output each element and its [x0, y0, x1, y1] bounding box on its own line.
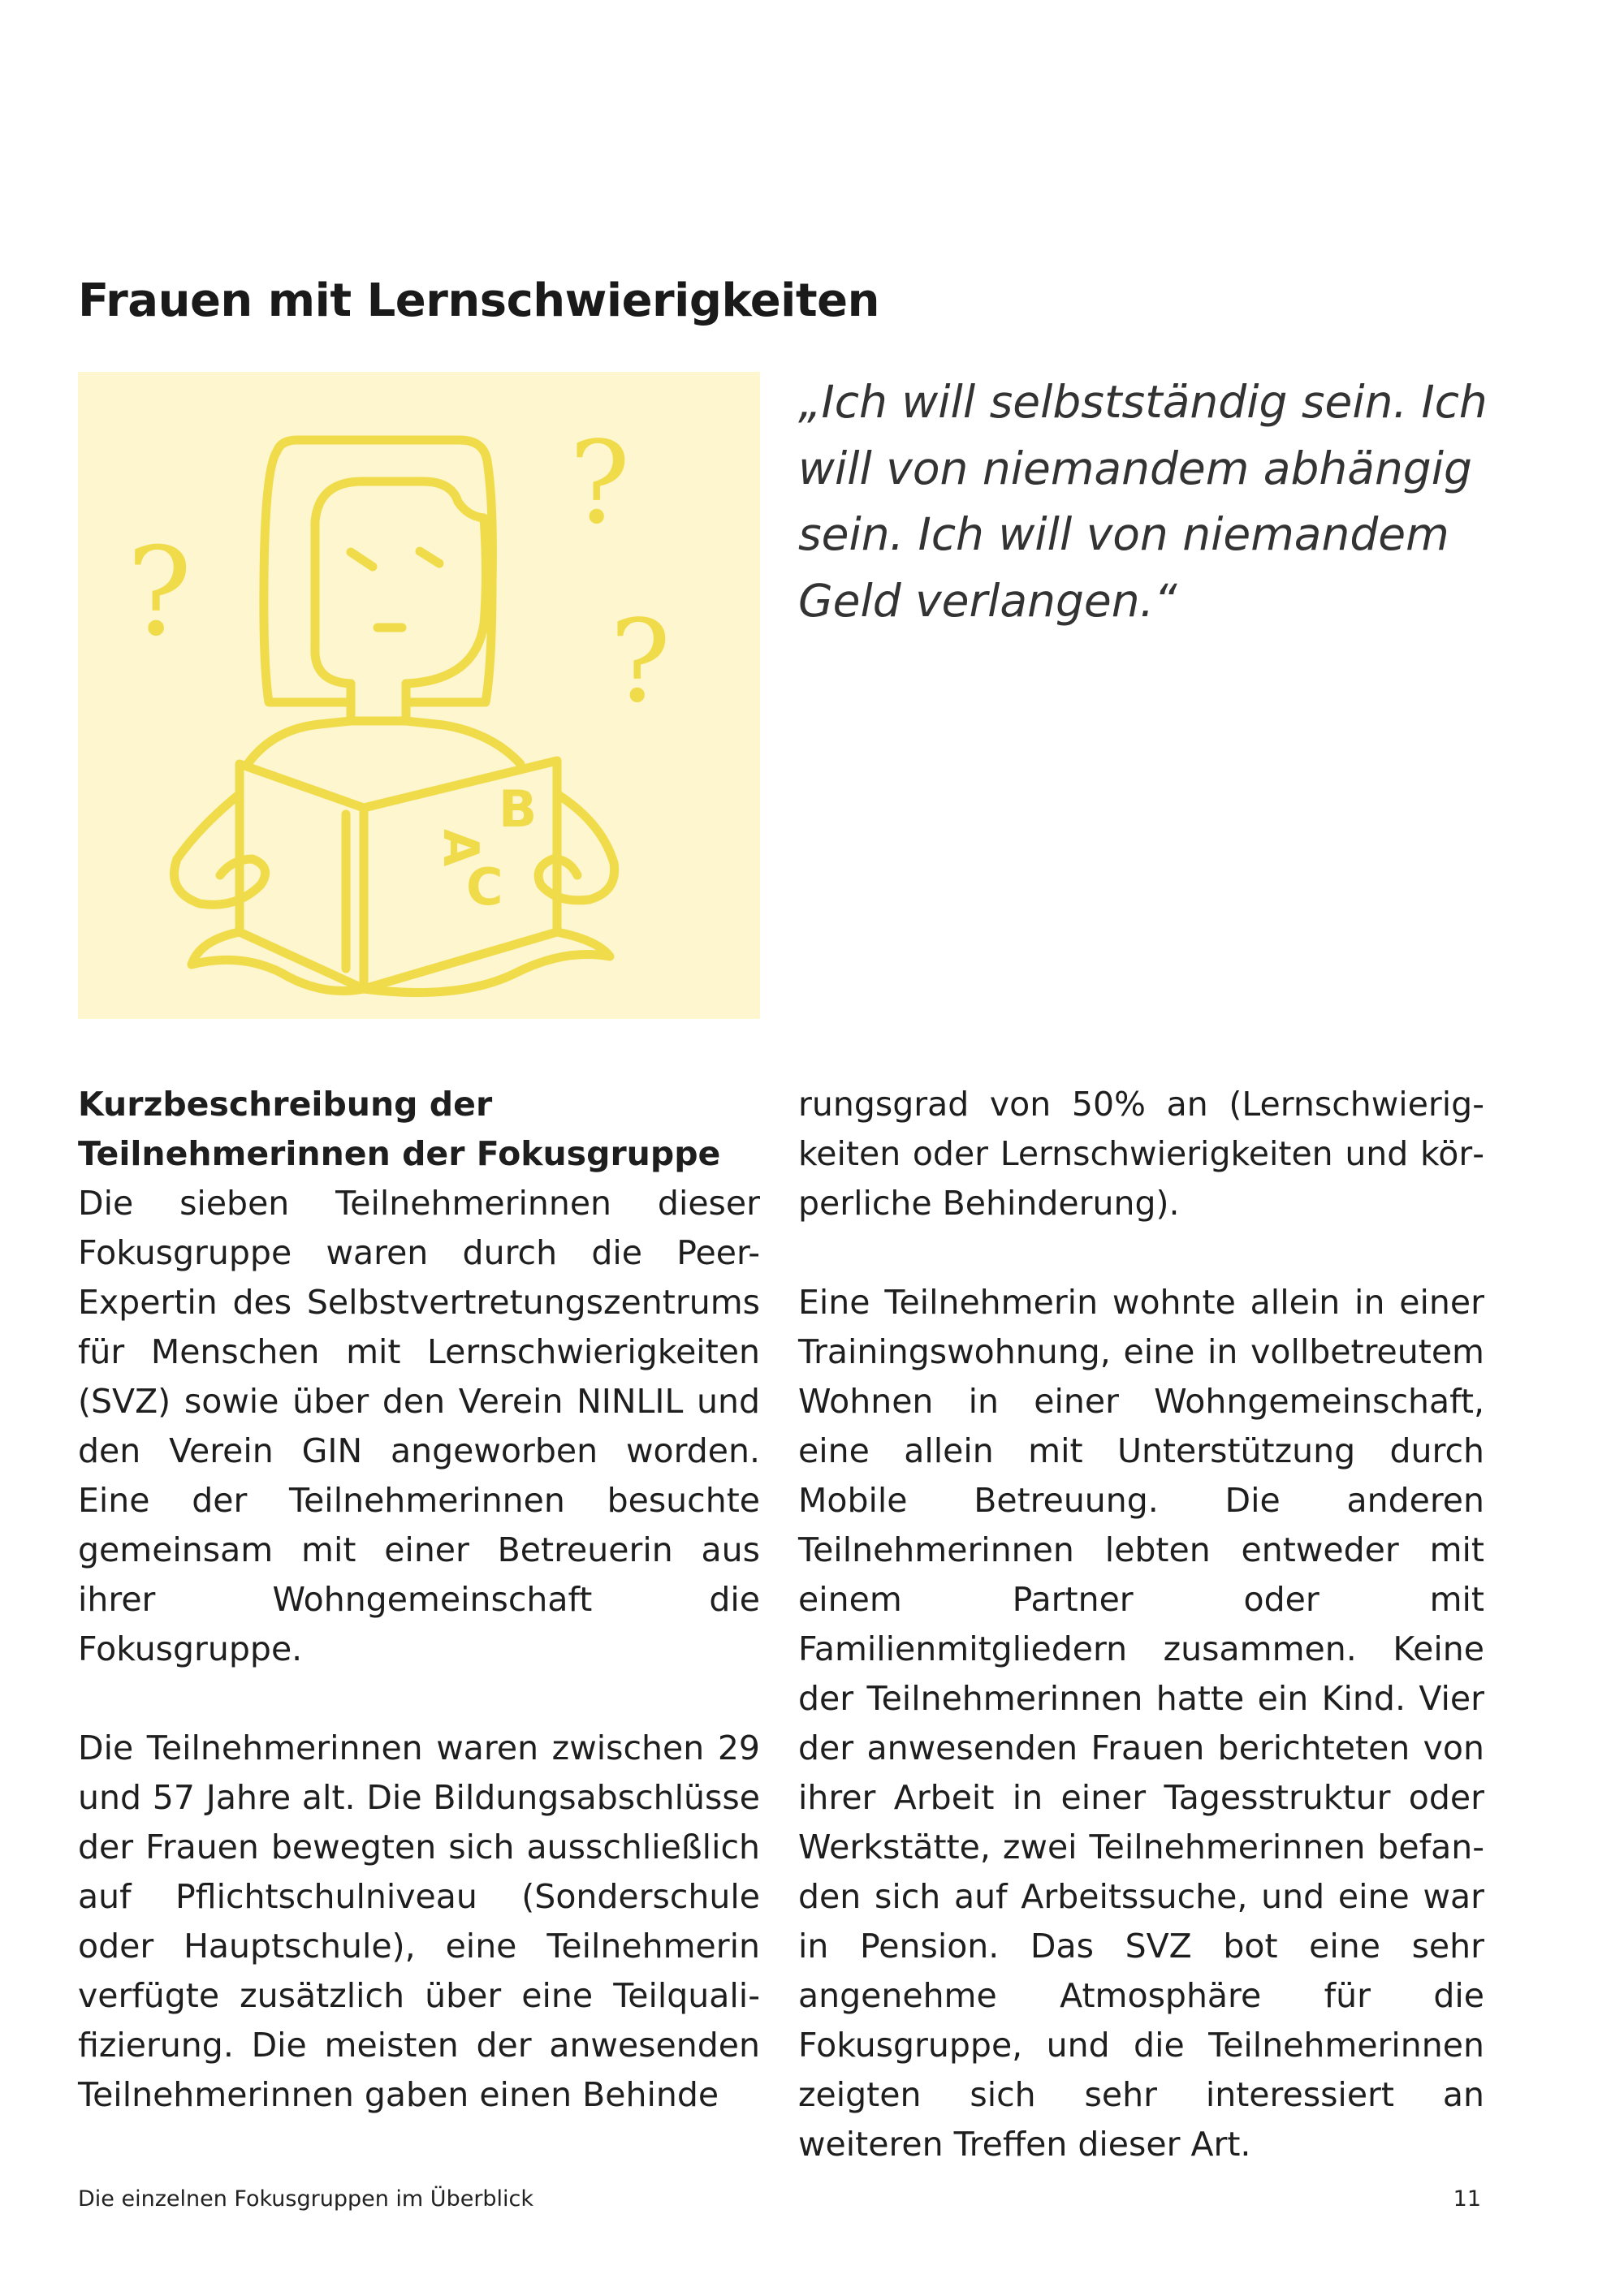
question-mark-icon: ?	[610, 596, 672, 728]
body-paragraph: Die sieben Teilnehmerinnen dieser Fokusgruppe waren durch die Peer-Expertin des Selbstvertretungszentrums für Menschen mit Lernschwierigkeiten (SVZ) sowie über den Verein NINLIL und den Verein GIN angeworben worden. Eine der Teilnehmerinnen besuchte gemeinsam mit einer Betreuerin aus ihrer Wohngemeinschaft die Fokusgruppe.	[78, 1184, 760, 1668]
book-letter-a: A	[432, 829, 489, 867]
book-letter-b: B	[499, 779, 538, 839]
page-number: 11	[1453, 2186, 1481, 2212]
page-title: Frauen mit Lernschwierigkeiten	[78, 274, 879, 327]
pull-quote: „Ich will selbstständig sein. Ich will von niemandem abhängig sein. Ich will von niemandem Geld verlangen.“	[798, 376, 1488, 627]
woman-reading-book-icon	[78, 372, 760, 1019]
illustration-panel	[78, 372, 760, 1019]
body-paragraph: Eine Teilnehmerin wohnte allein in einer Trainingswohnung, eine in vollbetreutem Wohnen in einer Wohngemeinschaft, eine allein mit Unterstützung durch Mobile Betreuung. Die anderen Teilnehmerinnen lebten entweder mit einem Partner oder mit Familienmitgliedern zusammen. Keine der Teilnehmerinnen hatte ein Kind. Vier der anwesenden Frauen berichteten von ihrer Arbeit in einer Tagesstruktur oder Werkstätte, zwei Teilnehmerinnen befanden sich auf Arbeitssuche, und eine war in Pension. Das SVZ bot eine sehr angenehme Atmosphäre für die Fokusgruppe, und die Teilnehmerinnen zeigten sich sehr interessiert an weiteren Treffen dieser Art.	[798, 1283, 1484, 2164]
right-column	[798, 1080, 1484, 2169]
book-letter-c: C	[466, 857, 503, 917]
footer-section-title: Die einzelnen Fokusgruppen im Überblick	[78, 2186, 534, 2212]
question-mark-icon: ?	[569, 417, 631, 550]
body-paragraph: rungsgrad von 50% an (Lernschwierigkeiten oder Lernschwierigkeiten und körperliche Behinderung).	[798, 1085, 1484, 1223]
left-column	[78, 1080, 760, 2120]
section-subheading: Kurzbeschreibung der Teilnehmerinnen der Fokusgruppe	[78, 1085, 721, 1173]
question-mark-icon: ?	[127, 522, 192, 663]
body-paragraph: Die Teilnehmerinnen waren zwischen 29 und 57 Jahre alt. Die Bildungsabschlüsse der Frauen bewegten sich ausschließlich auf Pflichtschulniveau (Sonderschule oder Hauptschule), eine Teilnehmerin verfügte zusätzlich über eine Teilqualifizierung. Die meisten der anwesenden Teilnehmerinnen gaben einen Behinde	[78, 1728, 760, 2114]
